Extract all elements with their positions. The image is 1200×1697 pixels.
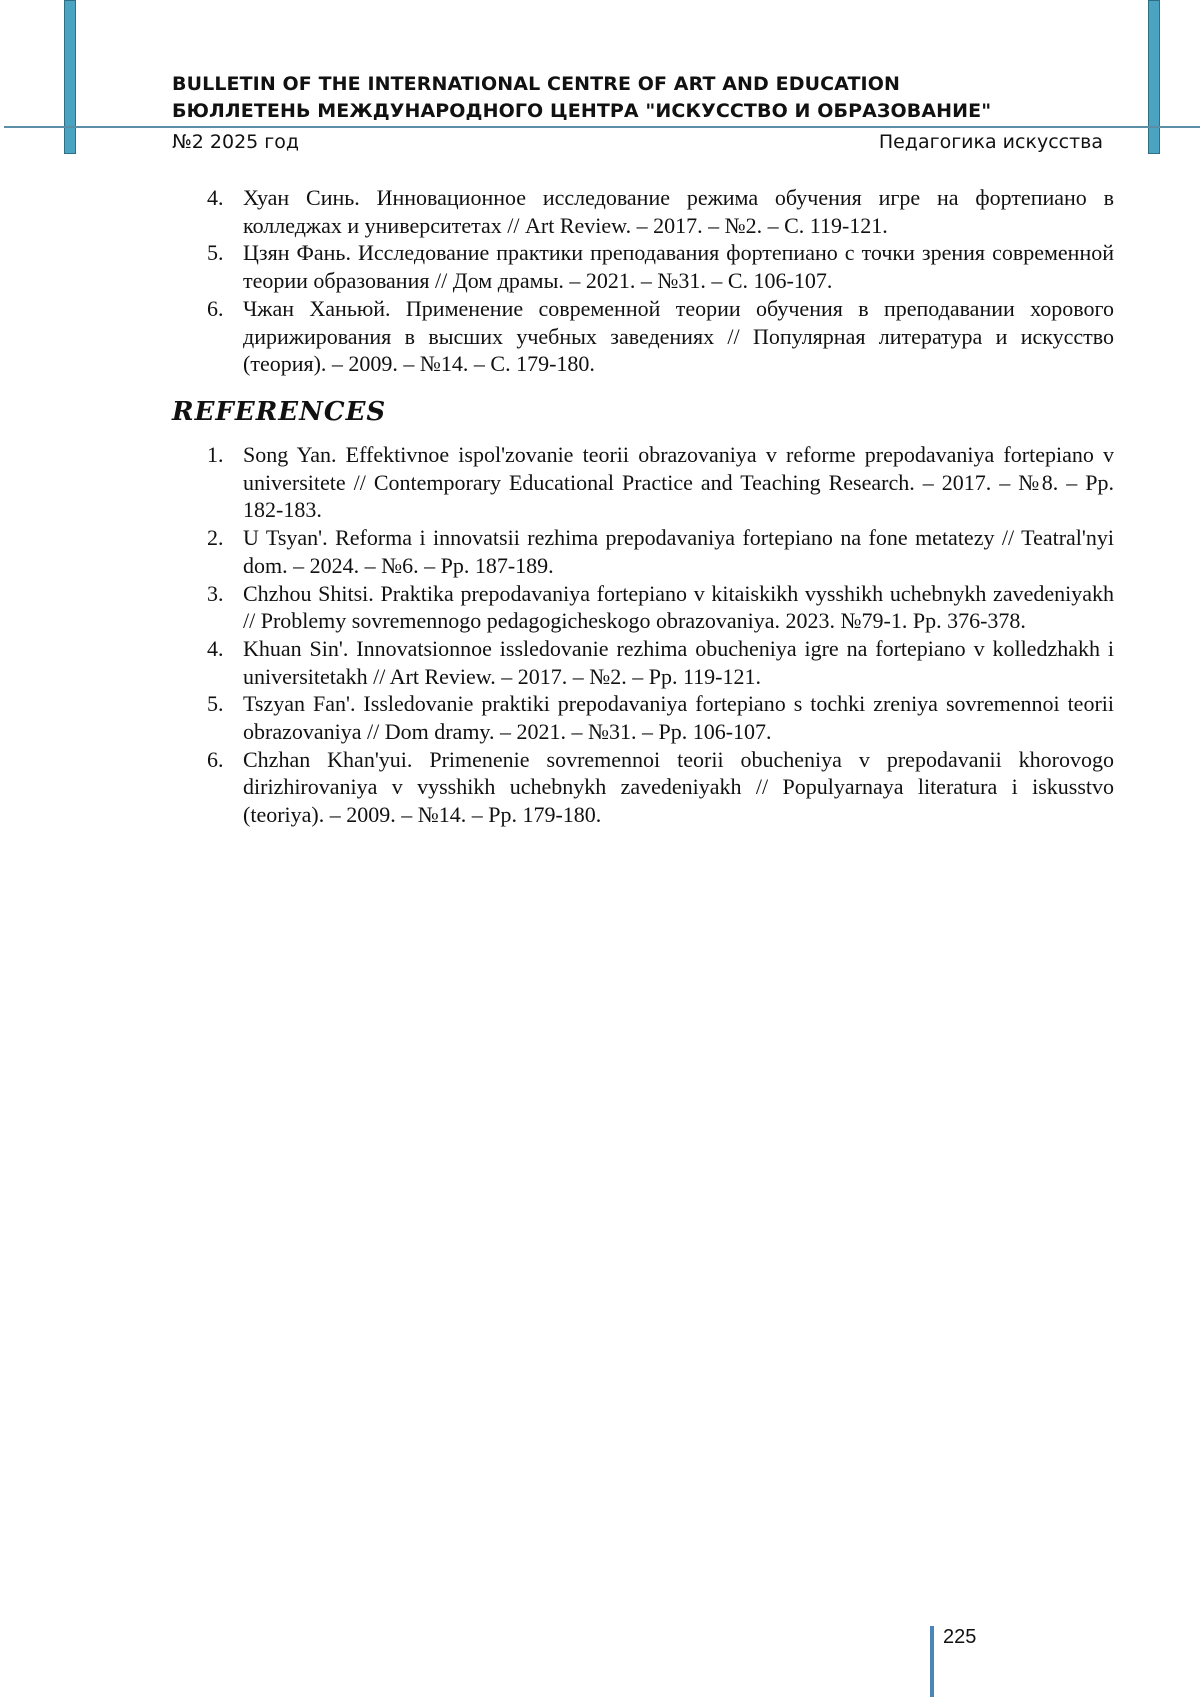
item-text: Chzhou Shitsi. Praktika prepodavaniya fortepiano v kitaiskikh vysshikh uchebnykh zavedeniyakh // Problemy sovremennogo pedagogicheskogo obrazovaniya. 2023. №79-1. Pp. 376-378. [243,580,1114,634]
header-rule [4,126,1200,128]
journal-header [172,71,991,125]
references-list [207,441,1114,829]
list-item [207,635,1114,690]
list-item [207,580,1114,635]
russian-reference-list [207,184,1114,378]
item-number: 6. [207,746,224,772]
item-text: Tszyan Fan'. Issledovanie praktiki prepodavaniya fortepiano s tochki zreniya sovremennoi teorii obrazovaniya // Dom dramy. – 2021. – №31. – Pp. 106-107. [243,691,1114,745]
item-number: 6. [207,295,224,321]
item-number: 5. [207,691,224,717]
item-text: U Tsyan'. Reforma i innovatsii rezhima prepodavaniya fortepiano na fone metatezy // Teatral'nyi dom. – 2024. – №6. – Pp. 187-189. [243,525,1114,578]
item-number: 4. [207,635,224,661]
list-item [207,524,1114,579]
item-number: 3. [207,580,224,606]
list-item [207,239,1114,294]
list-item [207,746,1114,829]
item-number: 1. [207,442,224,467]
item-text: Цзян Фань. Исследование практики преподавания фортепиано с точки зрения современной теории образования // Дом драмы. – 2021. – №31. – С. 106-107. [243,240,1114,294]
references-heading: REFERENCES [172,397,387,427]
item-number: 2. [207,525,224,551]
list-item [207,441,1114,524]
journal-title-en: BULLETIN OF THE INTERNATIONAL CENTRE OF ART AND EDUCATION [172,73,900,95]
header-decor-tab-right [1148,0,1160,154]
list-item [207,184,1114,239]
item-text: Song Yan. Effektivnoe ispol'zovanie teorii obrazovaniya v reforme prepodavaniya fortepiano v universitete // Contemporary Educational Practice and Teaching Research. – 2017. – №8. – Pp. 182-183. [243,442,1114,523]
page-number: 225 [943,1626,977,1648]
item-text: Хуан Синь. Инновационное исследование режима обучения игре на фортепиано в колледжах и университетах // Art Review. – 2017. – №2. – С. 119-121. [243,185,1114,238]
list-item [207,295,1114,378]
page-number-bar [930,1626,934,1697]
journal-title-ru: БЮЛЛЕТЕНЬ МЕЖДУНАРОДНОГО ЦЕНТРА "ИСКУССТВО И ОБРАЗОВАНИЕ" [172,100,992,122]
item-number: 5. [207,240,224,266]
list-item [207,690,1114,745]
section-label: Педагогика искусства [878,131,1103,153]
header-decor-tab-left [64,0,76,154]
item-text: Chzhan Khan'yui. Primenenie sovremennoi teorii obucheniya v prepodavanii khorovogo dirizhirovaniya v vysshikh uchebnykh zavedeniyakh // Populyarnaya literatura i iskusstvo (teoriya). – 2009. – №14. – Pp. 179-180. [243,746,1114,828]
item-text: Khuan Sin'. Innovatsionnoe issledovanie rezhima obucheniya igre na fortepiano v kolledzhakh i universitetakh // Art Review. – 2017. – №2. – Pp. 119-121. [243,635,1114,689]
item-text: Чжан Ханьюй. Применение современной теории обучения в преподавании хорового дирижирования в высших учебных заведениях // Популярная литература и искусство (теория). – 2009. – №14. – С. 179-180. [243,295,1114,377]
issue-label: №2 2025 год [172,131,300,153]
item-number: 4. [207,185,224,210]
